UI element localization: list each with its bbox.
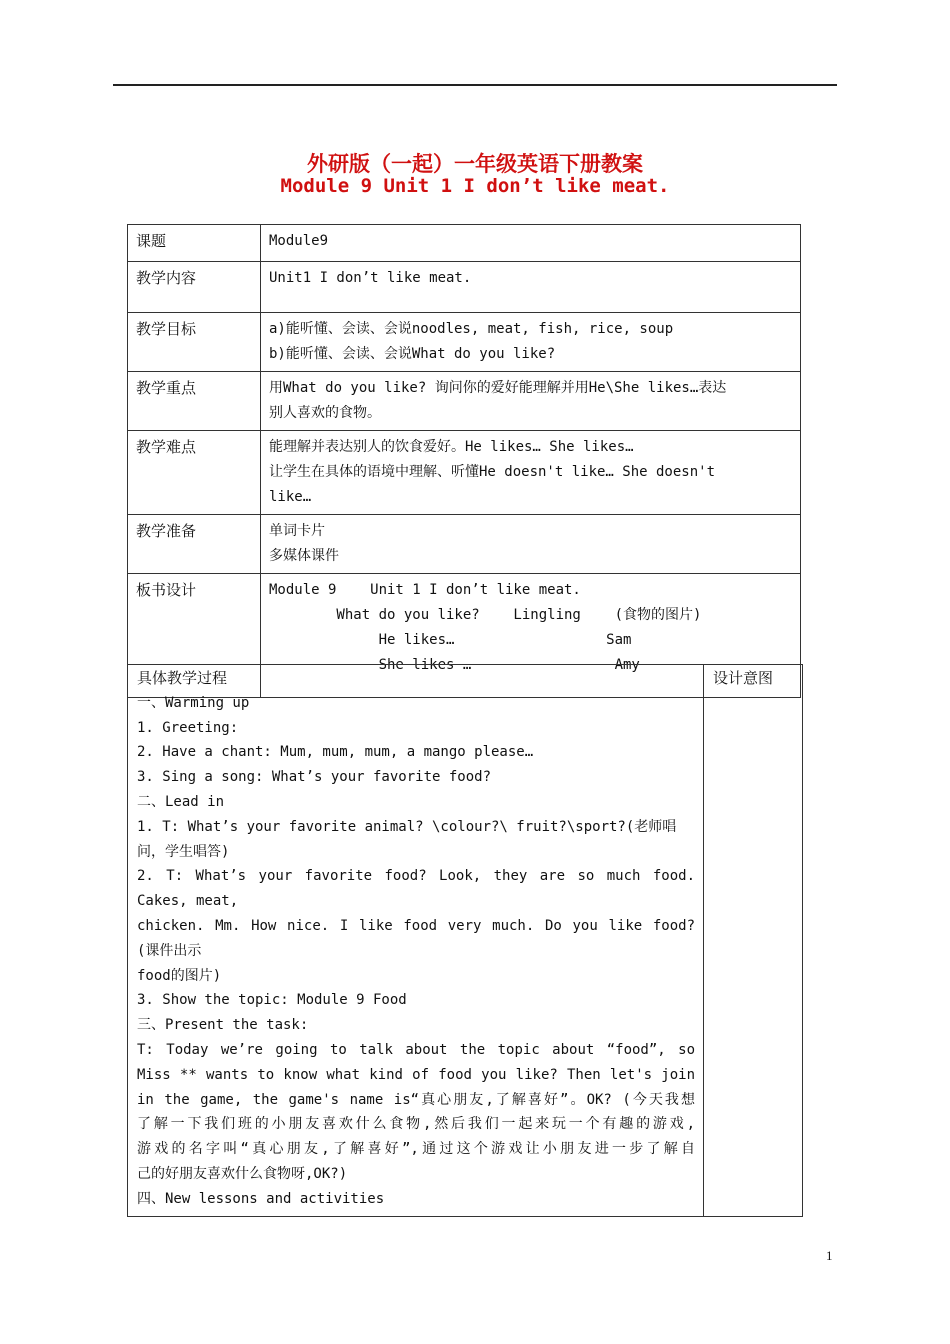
process-line: chicken. Mm. How nice. I like food very much. Do you like food? (137, 917, 695, 934)
value-preparation (261, 515, 801, 574)
value-goals (261, 313, 801, 372)
process-line: 1. Greeting: (137, 719, 239, 736)
process-line: (课件出示 (137, 942, 202, 959)
process-line: 了解一下我们班的小朋友喜欢什么食物,然后我们一起来玩一个有趣的游戏, (137, 1116, 695, 1133)
process-line: 己的好朋友喜欢什么食物呀,OK?) (137, 1165, 348, 1182)
page-number: 1 (826, 1248, 833, 1263)
process-line: 3. Show the topic: Module 9 Food (137, 992, 407, 1009)
prep-line: 多媒体课件 (269, 548, 339, 564)
process-line: 3. Sing a song: What’s your favorite food? (137, 769, 492, 786)
process-line: 问，学生唱答) (137, 843, 230, 860)
process-line: 三、Present the task: (137, 1017, 309, 1034)
value-content (261, 262, 801, 313)
label-difficult-points: 教学难点 (128, 431, 261, 515)
row-topic (128, 225, 801, 262)
board-line: Module 9 Unit 1 I don’t like meat. (269, 582, 581, 598)
process-header: 具体教学过程 (137, 669, 228, 687)
process-row (128, 665, 803, 1217)
board-line: He likes… Sam (269, 632, 632, 648)
goals-line: b)能听懂、会读、会说What do you like? (269, 346, 556, 362)
process-line: Cakes, meat, (137, 893, 239, 910)
page-title-cn: 外研版（一起）一年级英语下册教案 (307, 152, 643, 176)
value-difficult-points (261, 431, 801, 515)
content-line: Unit1 I don’t like meat. (269, 270, 472, 286)
page-title-en: Module 9 Unit 1 I don’t like meat. (280, 175, 670, 197)
row-content (128, 262, 801, 313)
label-topic: 课题 (128, 225, 261, 262)
row-difficult-points (128, 431, 801, 515)
teaching-process-table (127, 664, 803, 1217)
design-intent-cell (704, 665, 803, 1217)
process-line: 四、New lessons and activities (137, 1190, 385, 1207)
value-key-points (261, 372, 801, 431)
process-line: T: Today we’re going to talk about the topic about “food”, so (137, 1041, 695, 1058)
difficult-line: 能理解并表达别人的饮食爱好。He likes… She likes… (269, 439, 634, 455)
process-line: 游戏的名字叫“真心朋友,了解喜好”,通过这个游戏让小朋友进一步了解自 (137, 1141, 695, 1158)
process-line: Miss ** wants to know what kind of food you like? Then let's join (137, 1066, 695, 1083)
label-key-points: 教学重点 (128, 372, 261, 431)
difficult-line: like… (269, 489, 312, 505)
key-line: 用What do you like? 询问你的爱好能理解并用He\She likes…表达 (269, 380, 727, 396)
design-intent-header: 设计意图 (713, 669, 774, 687)
process-line: 2. T: What’s your favorite food? Look, they are so much food. (137, 868, 695, 885)
difficult-line: 让学生在具体的语境中理解、听懂He doesn't like… She doesn't (269, 464, 716, 480)
row-preparation (128, 515, 801, 574)
label-content: 教学内容 (128, 262, 261, 313)
board-line: What do you like? Lingling (食物的图片) (269, 607, 702, 623)
prep-line: 单词卡片 (269, 523, 325, 539)
label-board-design: 板书设计 (128, 574, 261, 698)
process-main-cell (128, 665, 704, 1217)
lesson-info-table (127, 224, 801, 698)
process-line: food的图片) (137, 967, 222, 984)
process-line: 2. Have a chant: Mum, mum, mum, a mango please… (137, 744, 534, 761)
value-topic (261, 225, 801, 262)
row-goals (128, 313, 801, 372)
process-line: 一、Warming up (137, 694, 250, 711)
topic-line: Module9 (269, 233, 329, 249)
row-key-points (128, 372, 801, 431)
header-rule (113, 84, 837, 86)
goals-line: a)能听懂、会读、会说noodles, meat, fish, rice, soup (269, 321, 674, 337)
process-line: 二、Lead in (137, 793, 225, 810)
key-line: 别人喜欢的食物。 (269, 405, 381, 421)
label-goals: 教学目标 (128, 313, 261, 372)
board-line: She likes … Amy (269, 657, 640, 673)
process-line: in the game, the game's name is“真心朋友,了解喜好”。OK? (今天我想 (137, 1091, 695, 1108)
process-line: 1. T: What’s your favorite animal? \colour?\ fruit?\sport?(老师唱 (137, 818, 677, 835)
label-preparation: 教学准备 (128, 515, 261, 574)
